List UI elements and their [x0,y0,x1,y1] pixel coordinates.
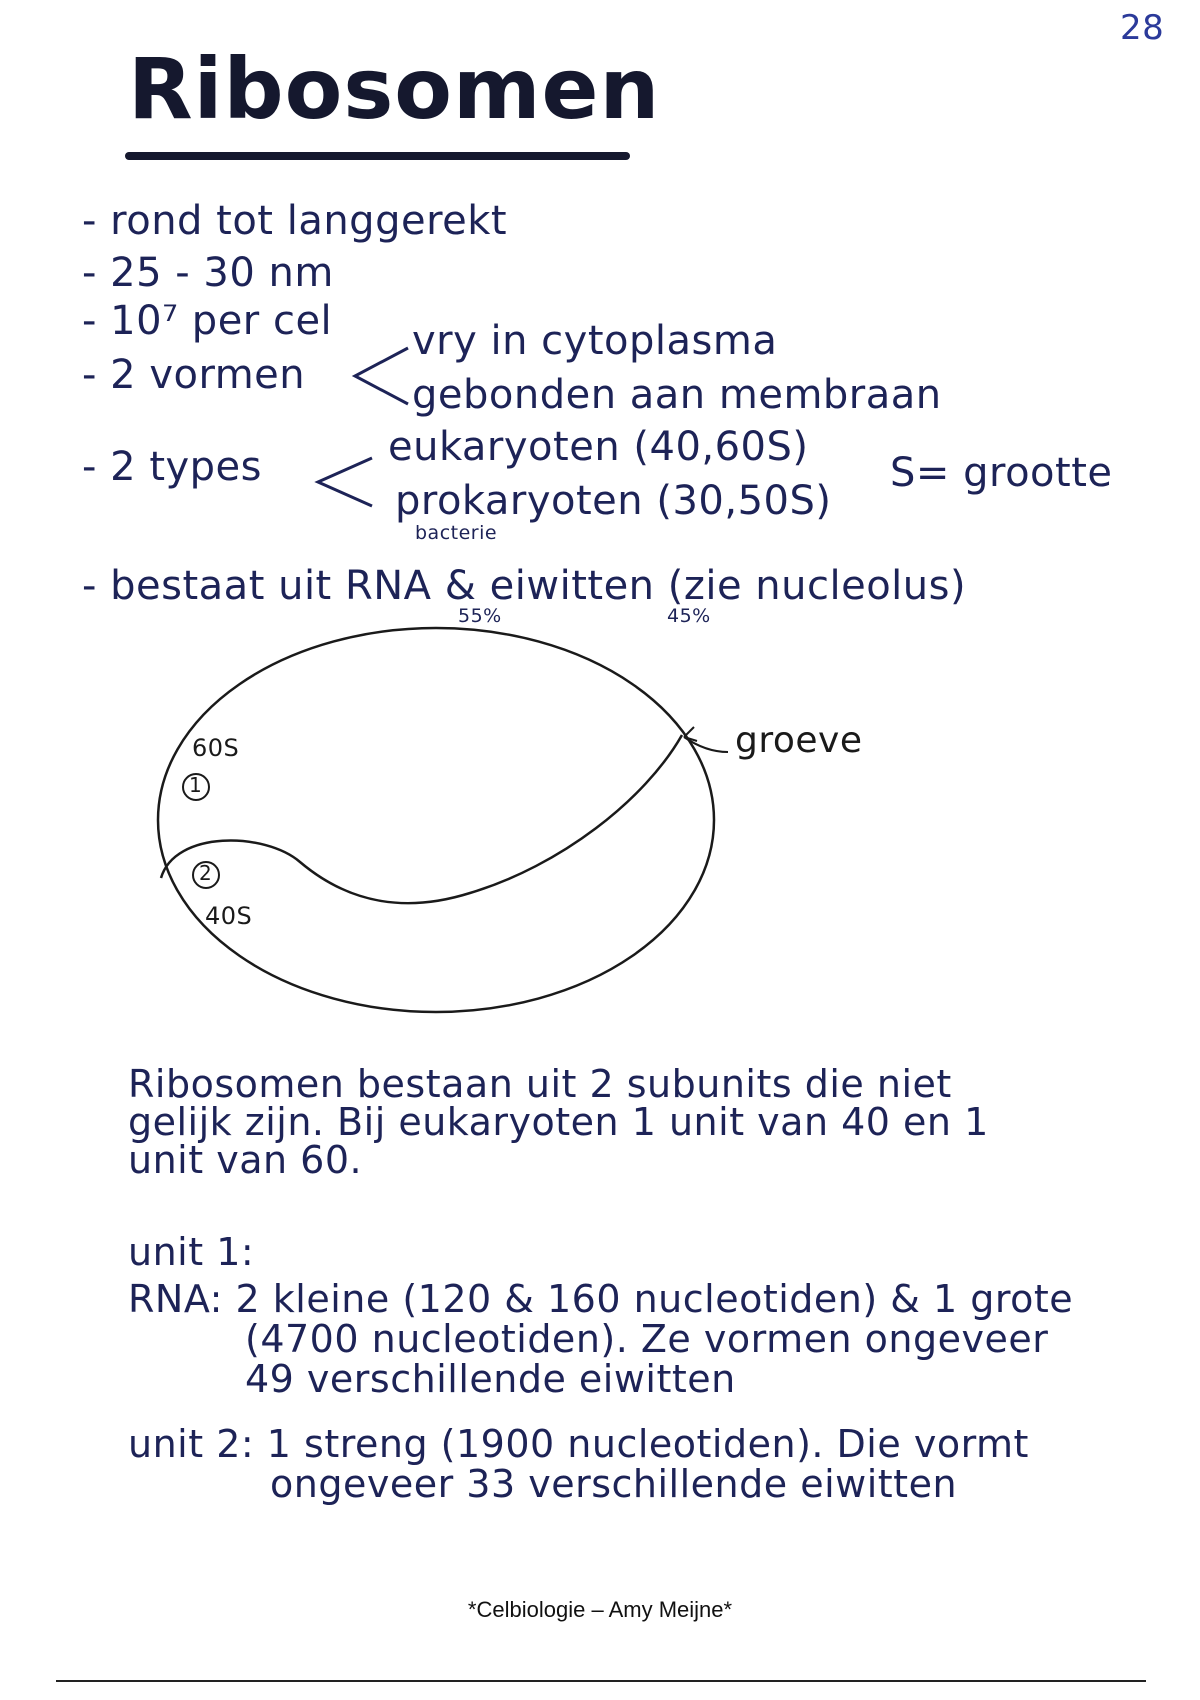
paragraph-line-3: unit van 60. [128,1138,363,1182]
ribosome-outline [158,628,714,1012]
unit-1-line-2: (4700 nucleotiden). Ze vormen ongeveer [245,1317,1049,1361]
bullet-forms: - 2 vormen [82,352,306,398]
page-title: Ribosomen [128,40,661,138]
unit-1-heading: unit 1: [128,1230,255,1274]
rna-percentage: 55% [458,605,502,627]
page-number: 28 [1120,8,1165,48]
unit-1-line-1: RNA: 2 kleine (120 & 160 nucleotiden) & 1 grote [128,1277,1074,1321]
bacteria-note: bacterie [415,522,498,544]
type-prokaryotes: prokaryoten (30,50S) [395,478,832,524]
footer-credit: *Celbiologie – Amy Meijne* [467,1597,733,1622]
bullet-count: - 10⁷ per cel [82,298,333,344]
unit-1-line-3: 49 verschillende eiwitten [245,1357,736,1401]
label-groove: groeve [735,720,863,761]
footer-rule [56,1680,1146,1682]
types-bracket [318,458,372,506]
type-eukaryotes: eukaryoten (40,60S) [388,424,809,470]
protein-percentage: 45% [667,605,711,627]
bullet-composition: - bestaat uit RNA & eiwitten (zie nucleolus) [82,563,967,609]
unit-2-line-1: unit 2: 1 streng (1900 nucleotiden). Die vormt [128,1422,1029,1466]
bullet-size: - 25 - 30 nm [82,250,334,296]
paragraph-line-1: Ribosomen bestaan uit 2 subunits die niet [128,1062,952,1106]
paragraph-line-2: gelijk zijn. Bij eukaryoten 1 unit van 40 en 1 [128,1100,989,1144]
s-size-note: S= grootte [890,450,1113,496]
label-60s: 60S [192,734,240,762]
label-subunit-1: 1 [189,773,203,797]
bullet-types: - 2 types [82,444,263,490]
unit-2-line-2: ongeveer 33 verschillende eiwitten [270,1462,958,1506]
form-free: vry in cytoplasma [412,318,778,364]
label-subunit-2: 2 [199,861,213,885]
forms-bracket [355,348,408,404]
form-bound: gebonden aan membraan [412,372,942,418]
label-40s: 40S [205,902,253,930]
bullet-shape: - rond tot langgerekt [82,198,508,244]
